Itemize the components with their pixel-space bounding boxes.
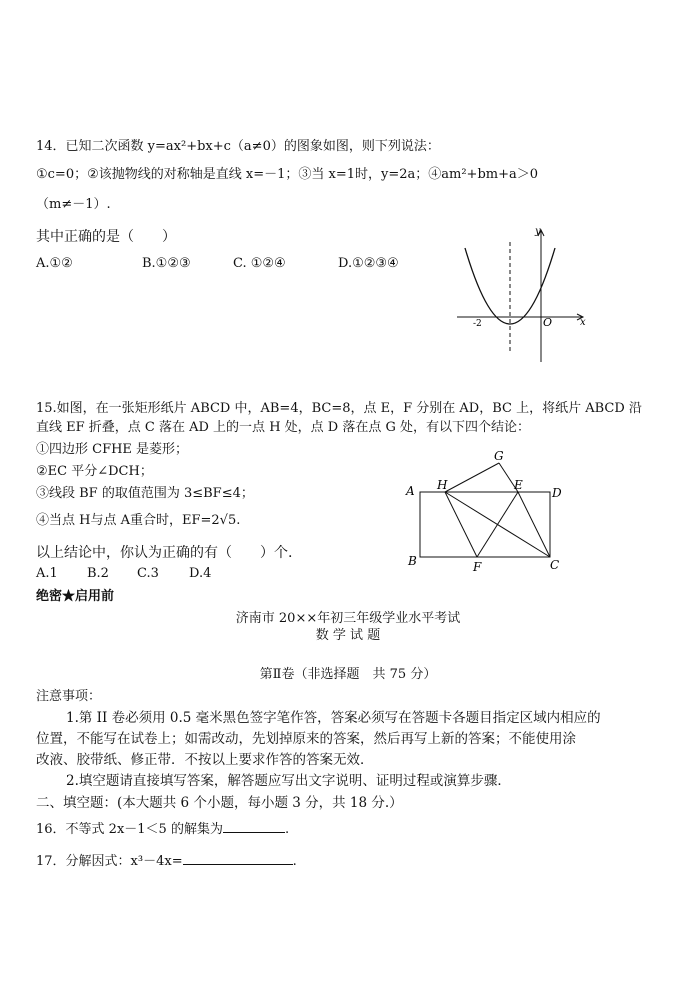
section-fill-in-heading: 二、填空题：(本大题共 6 个小题，每小题 3 分，共 18 分.） (36, 795, 403, 811)
notes-heading: 注意事项： (36, 689, 102, 704)
note-1-line-1: 1.第 II 卷必须用 0.5 毫米黑色签字笔作答，答案必须写在答题卡各题目指定区域内相应的 (66, 710, 601, 726)
folding-figure (400, 445, 570, 575)
label-f: F (473, 560, 482, 574)
y-axis-label: y (535, 226, 541, 237)
neg2-label: -2 (473, 319, 482, 329)
label-b: B (408, 554, 417, 568)
part-two-title: 第Ⅱ卷（非选择题 共 75 分） (259, 667, 437, 682)
q14-stem: 14．已知二次函数 y=ax²+bx+c（a≠0）的图象如图，则下列说法： (36, 139, 440, 154)
q15-stem-1: 15.如图，在一张矩形纸片 ABCD 中，AB=4，BC=8，点 E，F 分别在 AD，BC 上，将纸片 ABCD 沿 (36, 401, 642, 416)
q14-option-b: B.①②③ (142, 256, 191, 271)
q14-question: 其中正确的是（ ） (36, 229, 176, 245)
note-1-line-3: 改液、胶带纸、修正带．不按以上要求作答的答案无效． (36, 752, 374, 768)
note-2: 2.填空题请直接填写答案，解答题应写出文字说明、证明过程或演算步骤． (66, 773, 511, 789)
note-1-line-2: 位置，不能写在试卷上；如需改动，先划掉原来的答案，然后再写上新的答案；不能使用涂 (36, 731, 576, 747)
q15-option-d: D.4 (189, 566, 212, 581)
q15-question: 以上结论中，你认为正确的有（ ）个. (36, 545, 293, 561)
q15-conclusion-3: ③线段 BF 的取值范围为 3≤BF≤4； (36, 486, 254, 501)
q15-conclusion-2: ②EC 平分∠DCH； (36, 464, 153, 479)
q15-conclusion-4: ④当点 H与点 A重合时，EF=2√5. (36, 513, 241, 528)
q14-option-c: C. ①②④ (233, 256, 286, 271)
parabola-figure (455, 222, 595, 367)
label-d: D (552, 486, 562, 500)
label-h: H (437, 478, 448, 492)
q15-stem-2: 直线 EF 折叠，点 C 落在 AD 上的一点 H 处，点 D 落在点 G 处，有以下四个结论： (36, 420, 531, 435)
x-axis-label: x (580, 317, 586, 328)
q14-option-d: D.①②③④ (338, 256, 399, 271)
q15-option-c: C.3 (137, 566, 159, 581)
origin-label: O (543, 316, 553, 329)
q16-answer-blank (223, 818, 285, 833)
q17-text: 17．分解因式：x³－4x= (36, 854, 183, 869)
q16-text: 16．不等式 2x－1＜5 的解集为 (36, 822, 223, 837)
label-a: A (406, 484, 415, 498)
label-e: E (514, 478, 523, 492)
exam-subject: 数 学 试 题 (315, 628, 381, 643)
q15-option-b: B.2 (87, 566, 109, 581)
label-c: C (550, 558, 560, 572)
q17: 17．分解因式：x³－4x= . (36, 850, 297, 871)
exam-title: 济南市 20××年初三年级学业水平考试 (235, 611, 461, 626)
q17-answer-blank (183, 850, 293, 865)
q14-condition: （m≠－1）. (36, 197, 111, 212)
confidential-mark: 绝密★启用前 (36, 589, 115, 604)
q15-conclusion-1: ①四边形 CFHE 是菱形； (36, 442, 189, 457)
q16: 16．不等式 2x－1＜5 的解集为 . (36, 818, 289, 839)
q14-statements: ①c=0；②该抛物线的对称轴是直线 x=－1；③当 x=1时，y=2a；④am²+bm+a＞0 (36, 167, 539, 182)
q14-option-a: A.①② (36, 256, 73, 271)
label-g: G (494, 449, 504, 463)
q15-option-a: A.1 (36, 566, 58, 581)
